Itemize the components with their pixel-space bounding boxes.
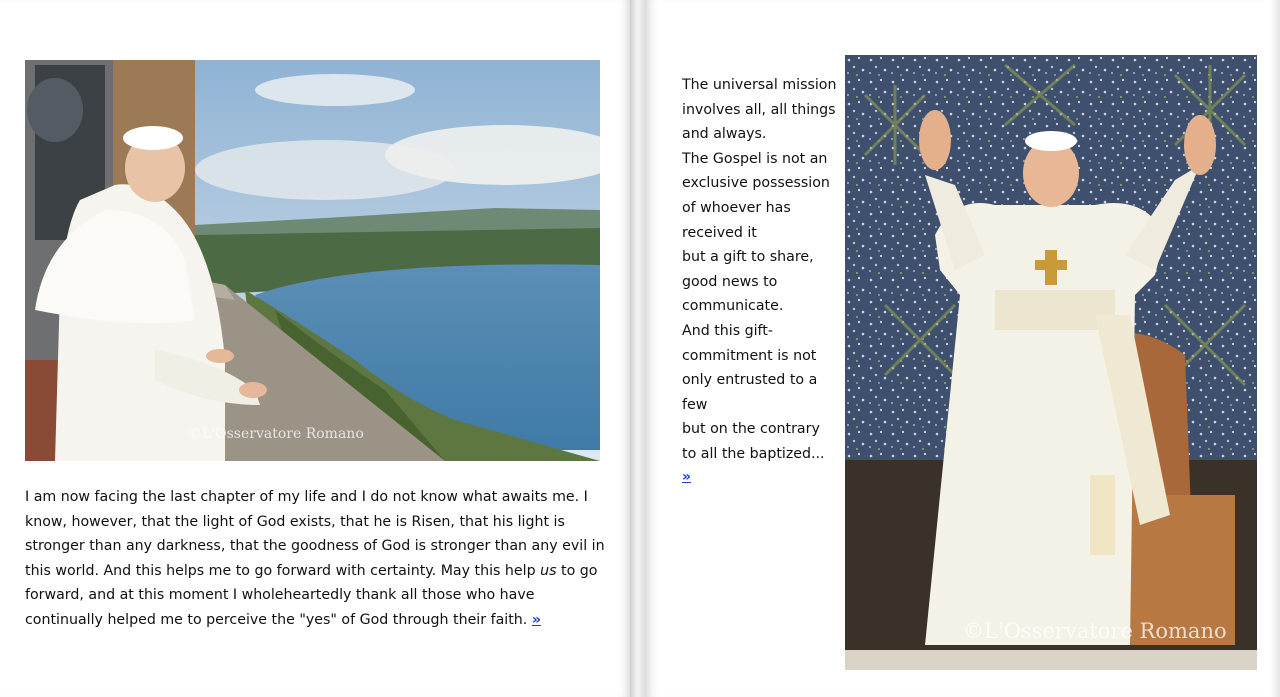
read-more-link-right[interactable]: » [682, 469, 692, 485]
mission-line: The universal mission [682, 77, 837, 93]
mission-line: but a gift to share, [682, 249, 814, 266]
photo-watermark: ©L'Osservatore Romano [188, 426, 364, 442]
page-edge [1270, 0, 1280, 697]
mission-line: good news to [682, 273, 778, 290]
mission-line: involves all, all things [682, 101, 836, 118]
quote-paragraph [25, 485, 610, 633]
mission-line: The Gospel is not an [682, 150, 828, 167]
mission-line: few [682, 396, 708, 413]
book-spine [630, 0, 646, 697]
quote-text-part1: I am now facing the last chapter of my life and I do not know what awaits me. I know, however, that the light of God exists, that he is Risen, that his light is stronger than any darkness, that the goodness of God is stronger than any evil in this world. And this helps me to go forward with certainty. May this help [25, 489, 605, 579]
mission-line: of whoever has [682, 199, 791, 216]
left-page [0, 0, 630, 697]
mission-line: only entrusted to a [682, 372, 818, 389]
mission-text [682, 73, 852, 467]
read-more-link[interactable]: » [531, 611, 541, 628]
mission-line: and always. [682, 126, 767, 143]
mission-line: commitment is not [682, 347, 817, 364]
mission-line: but on the contrary [682, 421, 820, 438]
mission-line: to all the baptized... [682, 445, 825, 462]
waving-pope-photo [845, 55, 1257, 670]
mission-line: exclusive possession [682, 175, 830, 192]
mission-line: communicate. [682, 298, 784, 315]
photo-watermark: ©L'Osservatore Romano [963, 619, 1227, 643]
quote-text-part2: to go forward, and at this moment I wholeheartedly thank all those who have continually helped me to perceive the "yes" of God through their faith. [25, 562, 598, 628]
quote-emphasis: us [540, 562, 557, 579]
mission-line: received it [682, 224, 757, 241]
balcony-lake-photo [25, 60, 600, 461]
mission-line: And this gift- [682, 322, 773, 339]
